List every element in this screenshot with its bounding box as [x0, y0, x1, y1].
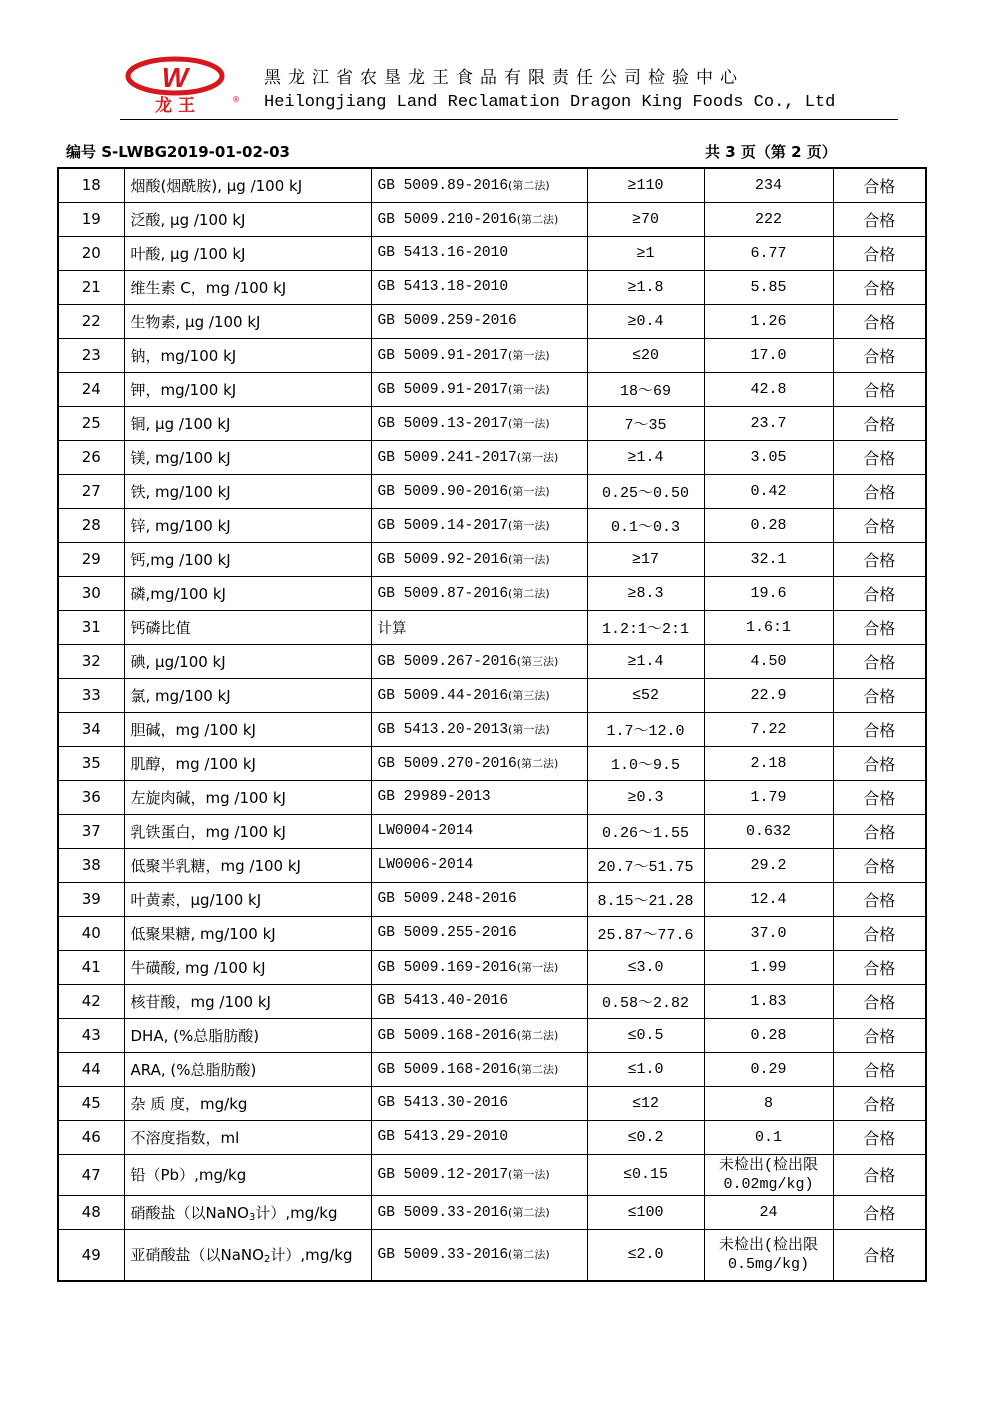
row-number: 28	[58, 508, 124, 542]
row-number: 18	[58, 168, 124, 202]
test-standard: LW0004-2014	[371, 814, 587, 848]
method-note: (第一法)	[516, 960, 559, 974]
test-item: 钾，mg/100 kJ	[124, 372, 371, 406]
requirement: ≤2.0	[587, 1229, 704, 1281]
method-note: (第一法)	[516, 450, 559, 464]
test-standard: GB 5009.33-2016(第二法)	[371, 1195, 587, 1229]
test-item: 泛酸, μg /100 kJ	[124, 202, 371, 236]
row-number: 46	[58, 1120, 124, 1154]
test-standard: GB 5009.259-2016	[371, 304, 587, 338]
test-standard: GB 5413.18-2010	[371, 270, 587, 304]
conclusion: 合格	[833, 644, 926, 678]
company-name-cn: 黑龙江省农垦龙王食品有限责任公司检验中心	[264, 68, 744, 88]
result: 24	[704, 1195, 833, 1229]
test-item: 牛磺酸, mg /100 kJ	[124, 950, 371, 984]
method-note: (第三法)	[516, 654, 559, 668]
test-item: 乳铁蛋白，mg /100 kJ	[124, 814, 371, 848]
row-number: 38	[58, 848, 124, 882]
requirement: ≥0.3	[587, 780, 704, 814]
requirement: 7～35	[587, 406, 704, 440]
requirement: ≤20	[587, 338, 704, 372]
requirement: 1.2:1～2:1	[587, 610, 704, 644]
requirement: ≤0.2	[587, 1120, 704, 1154]
test-item: 铁, mg/100 kJ	[124, 474, 371, 508]
requirement: ≥70	[587, 202, 704, 236]
result: 234	[704, 168, 833, 202]
conclusion: 合格	[833, 950, 926, 984]
method-note: (第二法)	[508, 586, 550, 600]
row-number: 31	[58, 610, 124, 644]
row-number: 34	[58, 712, 124, 746]
test-standard: 计算	[371, 610, 587, 644]
company-name	[264, 68, 835, 115]
result: 0.28	[704, 1018, 833, 1052]
table-row	[58, 542, 926, 576]
svg-text:®: ®	[232, 95, 240, 104]
table-row	[58, 440, 926, 474]
table-row	[58, 848, 926, 882]
row-number: 48	[58, 1195, 124, 1229]
result: 23.7	[704, 406, 833, 440]
row-number: 40	[58, 916, 124, 950]
result: 222	[704, 202, 833, 236]
row-number: 20	[58, 236, 124, 270]
row-number: 30	[58, 576, 124, 610]
test-item: 维生素 C，mg /100 kJ	[124, 270, 371, 304]
conclusion: 合格	[833, 168, 926, 202]
test-standard: GB 5413.20-2013(第一法)	[371, 712, 587, 746]
result: 1.83	[704, 984, 833, 1018]
table-row	[58, 474, 926, 508]
test-standard: GB 5009.33-2016(第二法)	[371, 1229, 587, 1281]
row-number: 35	[58, 746, 124, 780]
requirement: ≥8.3	[587, 576, 704, 610]
row-number: 44	[58, 1052, 124, 1086]
test-standard: GB 5413.29-2010	[371, 1120, 587, 1154]
method-note: (第一法)	[508, 382, 550, 396]
result: 1.99	[704, 950, 833, 984]
conclusion: 合格	[833, 372, 926, 406]
page-info: 共 3 页（第 2 页）	[705, 143, 837, 161]
conclusion: 合格	[833, 712, 926, 746]
subscript: 2	[263, 1254, 271, 1266]
table-row	[58, 372, 926, 406]
conclusion: 合格	[833, 236, 926, 270]
row-number: 47	[58, 1154, 124, 1195]
requirement: 25.87～77.6	[587, 916, 704, 950]
header-divider	[120, 119, 898, 120]
method-note: (第一法)	[508, 518, 550, 532]
conclusion: 合格	[833, 1052, 926, 1086]
test-item: 低聚半乳糖，mg /100 kJ	[124, 848, 371, 882]
requirement: ≥1.4	[587, 440, 704, 474]
requirement: ≤0.15	[587, 1154, 704, 1195]
table-row	[58, 1195, 926, 1229]
result: 1.79	[704, 780, 833, 814]
result: 17.0	[704, 338, 833, 372]
result: 29.2	[704, 848, 833, 882]
requirement: ≥1	[587, 236, 704, 270]
conclusion: 合格	[833, 508, 926, 542]
requirement: ≥110	[587, 168, 704, 202]
table-row	[58, 644, 926, 678]
test-item: 钠，mg/100 kJ	[124, 338, 371, 372]
result: 2.18	[704, 746, 833, 780]
requirement: ≤3.0	[587, 950, 704, 984]
test-standard: GB 5413.16-2010	[371, 236, 587, 270]
method-note: (第一法)	[508, 722, 550, 736]
test-item: 叶黄素，μg/100 kJ	[124, 882, 371, 916]
row-number: 36	[58, 780, 124, 814]
conclusion: 合格	[833, 1018, 926, 1052]
test-standard: GB 5009.90-2016(第一法)	[371, 474, 587, 508]
test-standard: GB 5413.30-2016	[371, 1086, 587, 1120]
table-row	[58, 202, 926, 236]
table-row	[58, 984, 926, 1018]
conclusion: 合格	[833, 1086, 926, 1120]
result: 6.77	[704, 236, 833, 270]
requirement: 8.15～21.28	[587, 882, 704, 916]
method-note: (第二法)	[508, 1205, 550, 1219]
requirement: 1.0～9.5	[587, 746, 704, 780]
test-standard: GB 5009.248-2016	[371, 882, 587, 916]
test-standard: GB 5009.267-2016(第三法)	[371, 644, 587, 678]
test-item: 氯, mg/100 kJ	[124, 678, 371, 712]
logo-text: 龙 王	[155, 96, 195, 114]
result: 0.42	[704, 474, 833, 508]
method-note: (第一法)	[508, 484, 550, 498]
table-row	[58, 746, 926, 780]
result: 8	[704, 1086, 833, 1120]
result: 1.6:1	[704, 610, 833, 644]
test-item: 生物素, μg /100 kJ	[124, 304, 371, 338]
method-note: (第二法)	[516, 212, 559, 226]
conclusion: 合格	[833, 984, 926, 1018]
result: 12.4	[704, 882, 833, 916]
table-row	[58, 508, 926, 542]
result: 22.9	[704, 678, 833, 712]
conclusion: 合格	[833, 202, 926, 236]
test-item: 钙,mg /100 kJ	[124, 542, 371, 576]
result: 0.29	[704, 1052, 833, 1086]
table-row	[58, 610, 926, 644]
test-item: 胆碱，mg /100 kJ	[124, 712, 371, 746]
row-number: 27	[58, 474, 124, 508]
table-row	[58, 780, 926, 814]
conclusion: 合格	[833, 780, 926, 814]
method-note: (第一法)	[508, 552, 550, 566]
report-number: 编号 S-LWBG2019-01-02-03	[66, 143, 290, 161]
test-standard: GB 5009.210-2016(第二法)	[371, 202, 587, 236]
table-row	[58, 1018, 926, 1052]
conclusion: 合格	[833, 746, 926, 780]
method-note: (第三法)	[508, 688, 550, 702]
table-row	[58, 338, 926, 372]
test-item: 核苷酸，mg /100 kJ	[124, 984, 371, 1018]
method-note: (第二法)	[508, 178, 550, 192]
result: 3.05	[704, 440, 833, 474]
test-standard: GB 5009.92-2016(第一法)	[371, 542, 587, 576]
conclusion: 合格	[833, 304, 926, 338]
requirement: ≤0.5	[587, 1018, 704, 1052]
test-item: 硝酸盐（以NaNO$_3$计）,mg/kg	[124, 1195, 371, 1229]
subscript: 3	[248, 1211, 256, 1223]
conclusion: 合格	[833, 406, 926, 440]
result: 4.50	[704, 644, 833, 678]
row-number: 29	[58, 542, 124, 576]
method-note: (第二法)	[516, 756, 559, 770]
requirement: 0.58～2.82	[587, 984, 704, 1018]
conclusion: 合格	[833, 576, 926, 610]
requirement: ≤1.0	[587, 1052, 704, 1086]
table-row	[58, 882, 926, 916]
table-row	[58, 236, 926, 270]
test-standard: GB 5009.13-2017(第一法)	[371, 406, 587, 440]
result: 0.28	[704, 508, 833, 542]
row-number: 25	[58, 406, 124, 440]
table-row	[58, 1052, 926, 1086]
result: 5.85	[704, 270, 833, 304]
table-row	[58, 1086, 926, 1120]
row-number: 42	[58, 984, 124, 1018]
conclusion: 合格	[833, 542, 926, 576]
test-standard: GB 29989-2013	[371, 780, 587, 814]
conclusion: 合格	[833, 1154, 926, 1195]
test-standard: GB 5413.40-2016	[371, 984, 587, 1018]
conclusion: 合格	[833, 1120, 926, 1154]
test-item: DHA, (%总脂肪酸)	[124, 1018, 371, 1052]
conclusion: 合格	[833, 882, 926, 916]
svg-text:W: W	[161, 62, 189, 93]
result: 0.1	[704, 1120, 833, 1154]
test-item: 磷,mg/100 kJ	[124, 576, 371, 610]
test-item: 低聚果糖, mg/100 kJ	[124, 916, 371, 950]
table-row	[58, 270, 926, 304]
requirement: ≤12	[587, 1086, 704, 1120]
conclusion: 合格	[833, 474, 926, 508]
test-standard: GB 5009.169-2016(第一法)	[371, 950, 587, 984]
row-number: 37	[58, 814, 124, 848]
method-note: (第一法)	[508, 348, 550, 362]
row-number: 23	[58, 338, 124, 372]
row-number: 22	[58, 304, 124, 338]
requirement: 0.25～0.50	[587, 474, 704, 508]
test-standard: GB 5009.255-2016	[371, 916, 587, 950]
row-number: 21	[58, 270, 124, 304]
conclusion: 合格	[833, 678, 926, 712]
test-standard: GB 5009.44-2016(第三法)	[371, 678, 587, 712]
requirement: 0.1～0.3	[587, 508, 704, 542]
test-item: 钙磷比值	[124, 610, 371, 644]
table-row	[58, 814, 926, 848]
method-note: (第二法)	[516, 1062, 559, 1076]
row-number: 45	[58, 1086, 124, 1120]
table-row	[58, 1154, 926, 1195]
test-item: 杂 质 度，mg/kg	[124, 1086, 371, 1120]
requirement: 1.7～12.0	[587, 712, 704, 746]
result: 1.26	[704, 304, 833, 338]
test-standard: GB 5009.270-2016(第二法)	[371, 746, 587, 780]
result: 未检出(检出限 0.5mg/kg)	[704, 1229, 833, 1281]
table-row	[58, 406, 926, 440]
row-number: 24	[58, 372, 124, 406]
conclusion: 合格	[833, 1195, 926, 1229]
result: 32.1	[704, 542, 833, 576]
test-item: ARA, (%总脂肪酸)	[124, 1052, 371, 1086]
test-item: 锌, mg/100 kJ	[124, 508, 371, 542]
test-standard: GB 5009.87-2016(第二法)	[371, 576, 587, 610]
test-item: 烟酸(烟酰胺), μg /100 kJ	[124, 168, 371, 202]
test-standard: GB 5009.168-2016(第二法)	[371, 1052, 587, 1086]
test-item: 碘, μg/100 kJ	[124, 644, 371, 678]
result: 7.22	[704, 712, 833, 746]
company-logo	[120, 56, 244, 114]
requirement: ≤100	[587, 1195, 704, 1229]
table-row	[58, 1229, 926, 1281]
requirement: ≥17	[587, 542, 704, 576]
conclusion: 合格	[833, 1229, 926, 1281]
test-standard: GB 5009.14-2017(第一法)	[371, 508, 587, 542]
requirement: ≥1.4	[587, 644, 704, 678]
conclusion: 合格	[833, 916, 926, 950]
conclusion: 合格	[833, 610, 926, 644]
row-number: 33	[58, 678, 124, 712]
test-standard: GB 5009.91-2017(第一法)	[371, 372, 587, 406]
test-standard: GB 5009.12-2017(第一法)	[371, 1154, 587, 1195]
table-row	[58, 678, 926, 712]
requirement: ≥1.8	[587, 270, 704, 304]
table-row	[58, 950, 926, 984]
test-item: 叶酸, μg /100 kJ	[124, 236, 371, 270]
table-row	[58, 168, 926, 202]
requirement: 18～69	[587, 372, 704, 406]
conclusion: 合格	[833, 814, 926, 848]
test-item: 左旋肉碱，mg /100 kJ	[124, 780, 371, 814]
requirement: 20.7～51.75	[587, 848, 704, 882]
table-row	[58, 576, 926, 610]
test-item: 亚硝酸盐（以NaNO$_2$计）,mg/kg	[124, 1229, 371, 1281]
test-item: 铅（Pb）,mg/kg	[124, 1154, 371, 1195]
result: 37.0	[704, 916, 833, 950]
method-note: (第一法)	[508, 1168, 550, 1181]
result: 0.632	[704, 814, 833, 848]
test-item: 镁, mg/100 kJ	[124, 440, 371, 474]
company-name-en: Heilongjiang Land Reclamation Dragon King Foods Co., Ltd	[264, 93, 836, 112]
test-standard: LW0006-2014	[371, 848, 587, 882]
method-note: (第二法)	[508, 1248, 550, 1262]
method-note: (第一法)	[508, 416, 550, 430]
row-number: 43	[58, 1018, 124, 1052]
table-row	[58, 712, 926, 746]
row-number: 39	[58, 882, 124, 916]
test-item: 不溶度指数，ml	[124, 1120, 371, 1154]
method-note: (第二法)	[516, 1028, 559, 1042]
conclusion: 合格	[833, 440, 926, 474]
requirement: ≤52	[587, 678, 704, 712]
test-item: 肌醇，mg /100 kJ	[124, 746, 371, 780]
table-row	[58, 1120, 926, 1154]
requirement: ≥0.4	[587, 304, 704, 338]
result: 未检出(检出限 0.02mg/kg)	[704, 1154, 833, 1195]
row-number: 32	[58, 644, 124, 678]
row-number: 41	[58, 950, 124, 984]
result: 42.8	[704, 372, 833, 406]
test-standard: GB 5009.91-2017(第一法)	[371, 338, 587, 372]
row-number: 49	[58, 1229, 124, 1281]
row-number: 19	[58, 202, 124, 236]
requirement: 0.26～1.55	[587, 814, 704, 848]
test-standard: GB 5009.89-2016(第二法)	[371, 168, 587, 202]
test-item: 铜, μg /100 kJ	[124, 406, 371, 440]
result: 19.6	[704, 576, 833, 610]
conclusion: 合格	[833, 848, 926, 882]
test-results-table	[57, 167, 927, 1282]
conclusion: 合格	[833, 338, 926, 372]
test-standard: GB 5009.241-2017(第一法)	[371, 440, 587, 474]
test-standard: GB 5009.168-2016(第二法)	[371, 1018, 587, 1052]
table-row	[58, 916, 926, 950]
table-row	[58, 304, 926, 338]
conclusion: 合格	[833, 270, 926, 304]
row-number: 26	[58, 440, 124, 474]
